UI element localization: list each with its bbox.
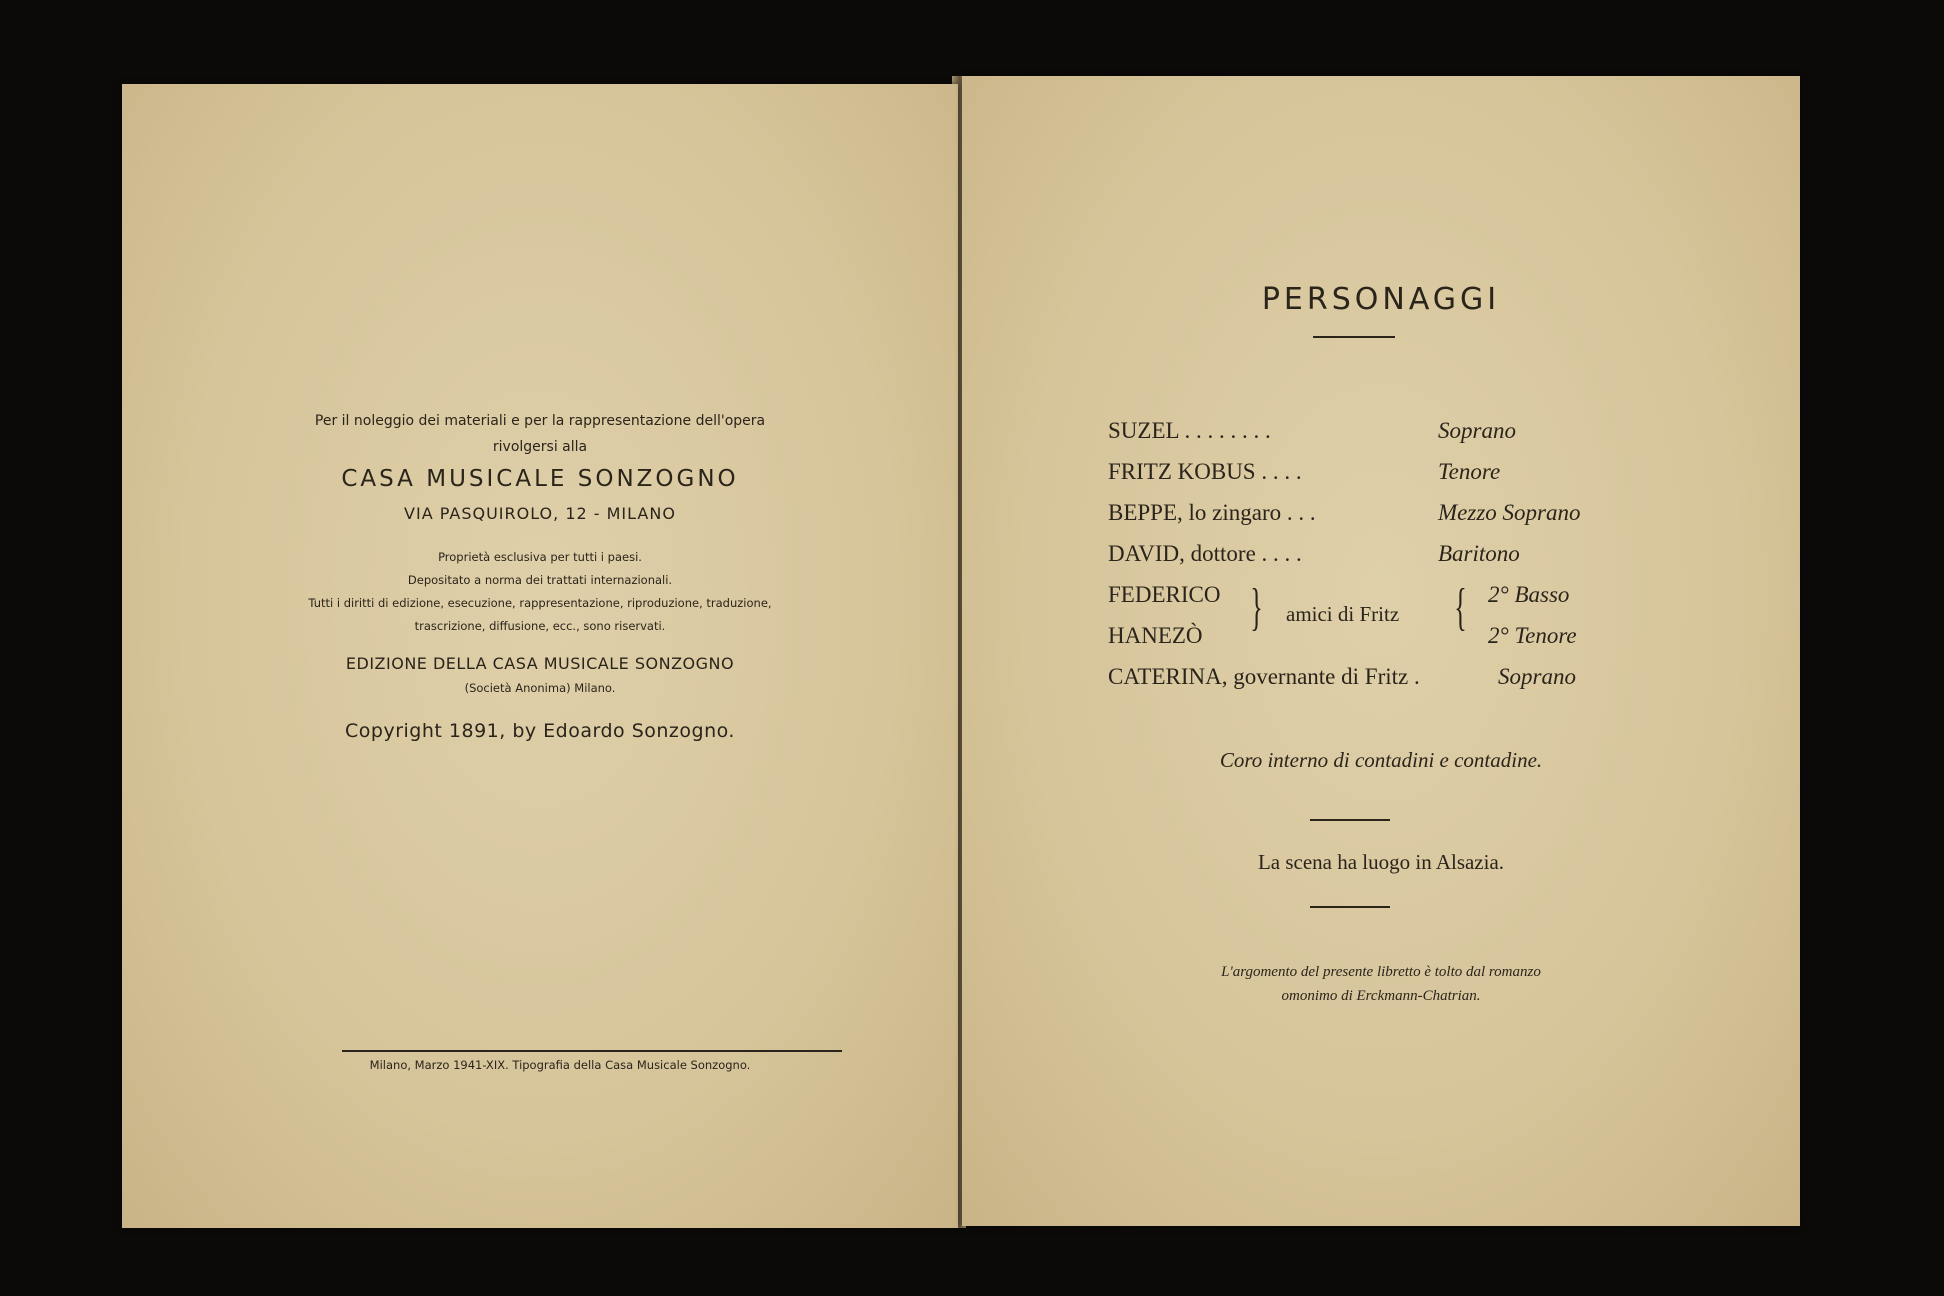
page-title: PERSONAGGI: [1261, 282, 1501, 317]
source-note: [962, 960, 1800, 1008]
left-page: [122, 84, 958, 1228]
friends-description: amici di Fritz: [1286, 602, 1400, 626]
divider-rule: [1310, 819, 1390, 821]
rental-intro: [122, 408, 958, 460]
printer-imprint: Milano, Marzo 1941-XIX. Tipografia della Casa Musicale Sonzogno.: [369, 1058, 751, 1072]
cast-voice-federico: 2° Basso: [1488, 582, 1570, 607]
copyright-line: Copyright 1891, by Edoardo Sonzogno.: [345, 720, 735, 742]
left-brace: }: [1250, 579, 1263, 636]
cast-voice: Soprano: [1438, 418, 1516, 443]
right-brace: {: [1454, 579, 1467, 636]
cast-role: DAVID, dottore . . . .: [1108, 541, 1302, 566]
cast-role-hanezo: HANEZÒ: [1108, 623, 1203, 648]
cast-role: CATERINA, governante di Fritz .: [1108, 664, 1420, 689]
publisher-address: VIA PASQUIROLO, 12 - MILANO: [404, 504, 676, 523]
edition-line: EDIZIONE DELLA CASA MUSICALE SONZOGNO: [345, 654, 735, 673]
cast-voice: Baritono: [1438, 541, 1520, 566]
rights-notice: [122, 546, 958, 638]
rights-line-2: Depositato a norma dei trattati internazionali.: [407, 573, 673, 587]
cast-role-federico: FEDERICO: [1108, 582, 1221, 607]
rights-line-4: trascrizione, diffusione, ecc., sono riservati.: [414, 619, 666, 633]
divider-rule: [1310, 906, 1390, 908]
cast-role: FRITZ KOBUS . . . .: [1108, 459, 1302, 484]
cast-voice: Tenore: [1438, 459, 1501, 484]
intro-line-2: rivolgersi alla: [492, 439, 588, 455]
imprint-rule: [342, 1050, 842, 1052]
note-line-2: omonimo di Erckmann-Chatrian.: [1281, 988, 1481, 1004]
chorus-line: Coro interno di contadini e contadine.: [1219, 748, 1543, 772]
cast-voice: Soprano: [1498, 664, 1576, 689]
cast-voice-hanezo: 2° Tenore: [1488, 623, 1577, 648]
society-line: (Società Anonima) Milano.: [464, 681, 616, 695]
intro-line-1: Per il noleggio dei materiali e per la rappresentazione dell'opera: [314, 413, 766, 429]
rights-line-1: Proprietà esclusiva per tutti i paesi.: [438, 550, 642, 564]
note-line-1: L'argomento del presente libretto è tolto dal romanzo: [1221, 964, 1541, 980]
cast-role: BEPPE, lo zingaro . . .: [1108, 500, 1316, 525]
right-page: [962, 76, 1800, 1226]
scene-line: La scena ha luogo in Alsazia.: [1257, 850, 1505, 874]
cast-voice: Mezzo Soprano: [1438, 500, 1581, 525]
publisher-name: CASA MUSICALE SONZOGNO: [341, 466, 739, 492]
cast-role: SUZEL . . . . . . . .: [1108, 418, 1271, 443]
rights-line-3: Tutti i diritti di edizione, esecuzione, rappresentazione, riproduzione, traduzione,: [308, 596, 772, 610]
title-rule: [1313, 336, 1395, 338]
